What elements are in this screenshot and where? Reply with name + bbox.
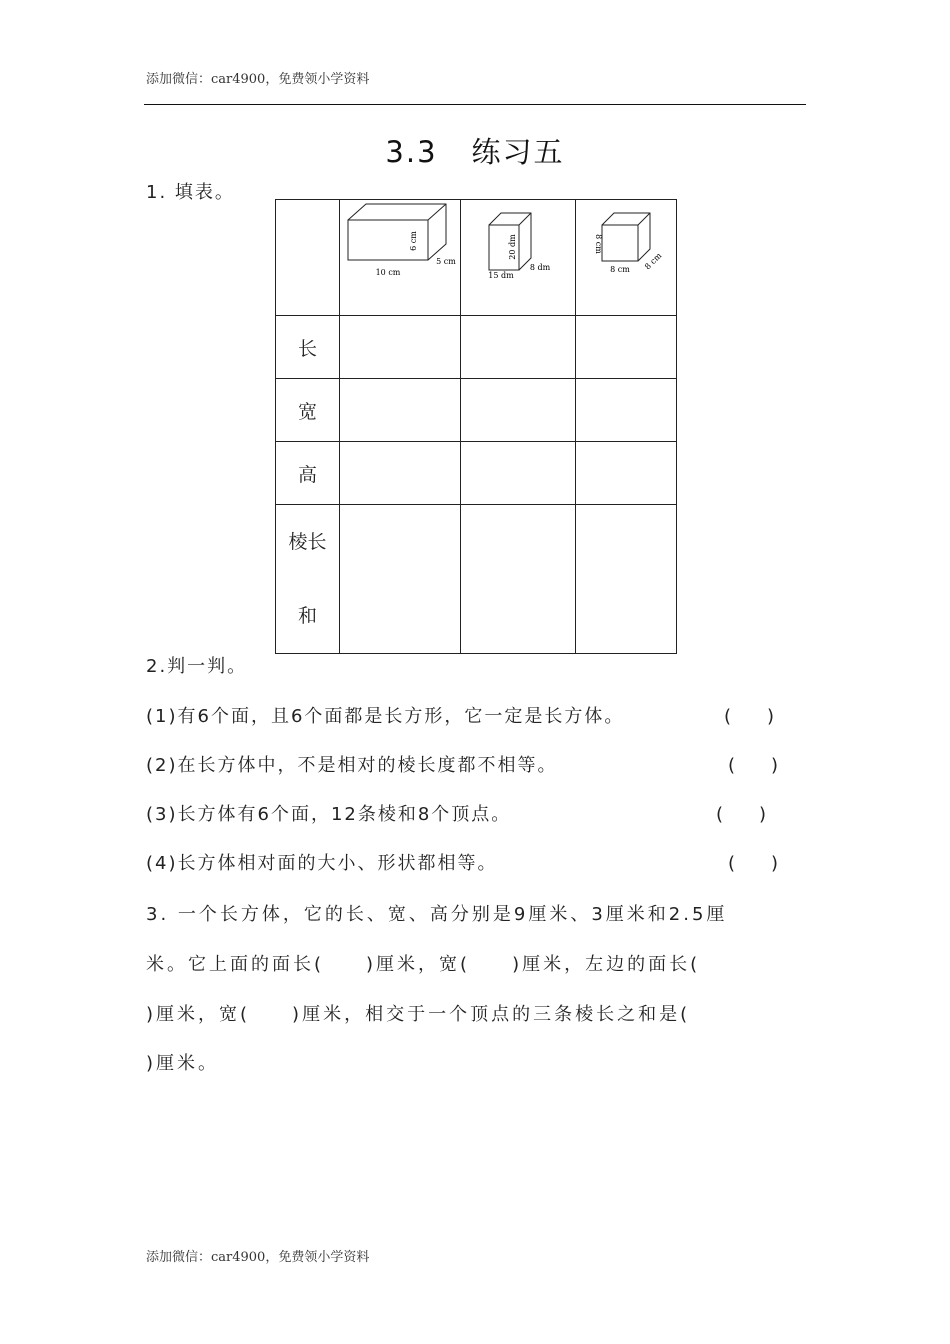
answer-paren[interactable]: ( )	[728, 853, 779, 874]
answer-cell[interactable]	[576, 379, 677, 442]
corner-cell	[276, 200, 340, 316]
answer-cell[interactable]	[576, 505, 677, 654]
figure-cell-3	[576, 200, 677, 316]
cuboid-figure-1	[340, 200, 460, 310]
answer-cell[interactable]	[461, 379, 576, 442]
answer-cell[interactable]	[461, 316, 576, 379]
answer-cell[interactable]	[340, 316, 461, 379]
answer-cell[interactable]	[576, 316, 677, 379]
fig2-length-label: 15 dm	[488, 271, 514, 280]
fig3-width-label: 8 cm	[643, 251, 664, 272]
fill-table	[275, 199, 677, 654]
judge-item: (2)在长方体中，不是相对的棱长度都不相等。	[146, 755, 558, 776]
answer-paren[interactable]: ( )	[728, 755, 779, 776]
question-2-label: 2.判一判。	[146, 656, 248, 677]
answer-cell[interactable]	[461, 442, 576, 505]
answer-cell[interactable]	[340, 505, 461, 654]
fig1-height-label: 6 cm	[409, 231, 418, 251]
row-label-height: 高	[276, 442, 340, 505]
question-3-line: 米。它上面的面长( )厘米，宽( )厘米，左边的面长(	[146, 954, 701, 975]
row-label-length: 长	[276, 316, 340, 379]
cube-figure-3	[576, 200, 676, 310]
judge-item: (3)长方体有6个面，12条棱和8个顶点。	[146, 804, 512, 825]
page-header: 添加微信：car4900，免费领小学资料	[146, 72, 370, 87]
fig1-width-label: 5 cm	[436, 257, 456, 266]
edge-sum-line1: 棱长	[288, 531, 327, 553]
answer-cell[interactable]	[461, 505, 576, 654]
fig1-length-label: 10 cm	[375, 268, 401, 277]
row-label-edge-sum	[276, 505, 340, 654]
answer-cell[interactable]	[340, 379, 461, 442]
question-3-line: )厘米，宽( )厘米，相交于一个顶点的三条棱长之和是(	[146, 1004, 691, 1025]
question-1-label: 1. 填表。	[146, 182, 235, 203]
row-label-width: 宽	[276, 379, 340, 442]
fig2-height-label: 20 dm	[508, 234, 517, 260]
answer-paren[interactable]: ( )	[716, 804, 767, 825]
fig3-height-label: 8 cm	[594, 234, 603, 254]
answer-cell[interactable]	[576, 442, 677, 505]
page-footer: 添加微信：car4900，免费领小学资料	[146, 1250, 370, 1265]
answer-cell[interactable]	[340, 442, 461, 505]
question-3-line: )厘米。	[146, 1053, 220, 1074]
fig2-width-label: 8 dm	[529, 263, 551, 272]
question-3-line: 3. 一个长方体，它的长、宽、高分别是9厘米、3厘米和2.5厘	[146, 904, 728, 925]
header-divider	[144, 104, 806, 105]
title-text: 练习五	[471, 135, 565, 169]
answer-paren[interactable]: ( )	[724, 706, 775, 727]
cuboid-figure-2	[461, 200, 575, 310]
figure-cell-2	[461, 200, 576, 316]
judge-item: (4)长方体相对面的大小、形状都相等。	[146, 853, 498, 874]
title-number: 3.3	[385, 135, 438, 169]
page-title	[0, 130, 950, 171]
judge-item: (1)有6个面，且6个面都是长方形，它一定是长方体。	[146, 706, 625, 727]
figure-cell-1	[340, 200, 461, 316]
fig3-length-label: 8 cm	[610, 265, 630, 274]
edge-sum-line2: 和	[297, 605, 317, 627]
